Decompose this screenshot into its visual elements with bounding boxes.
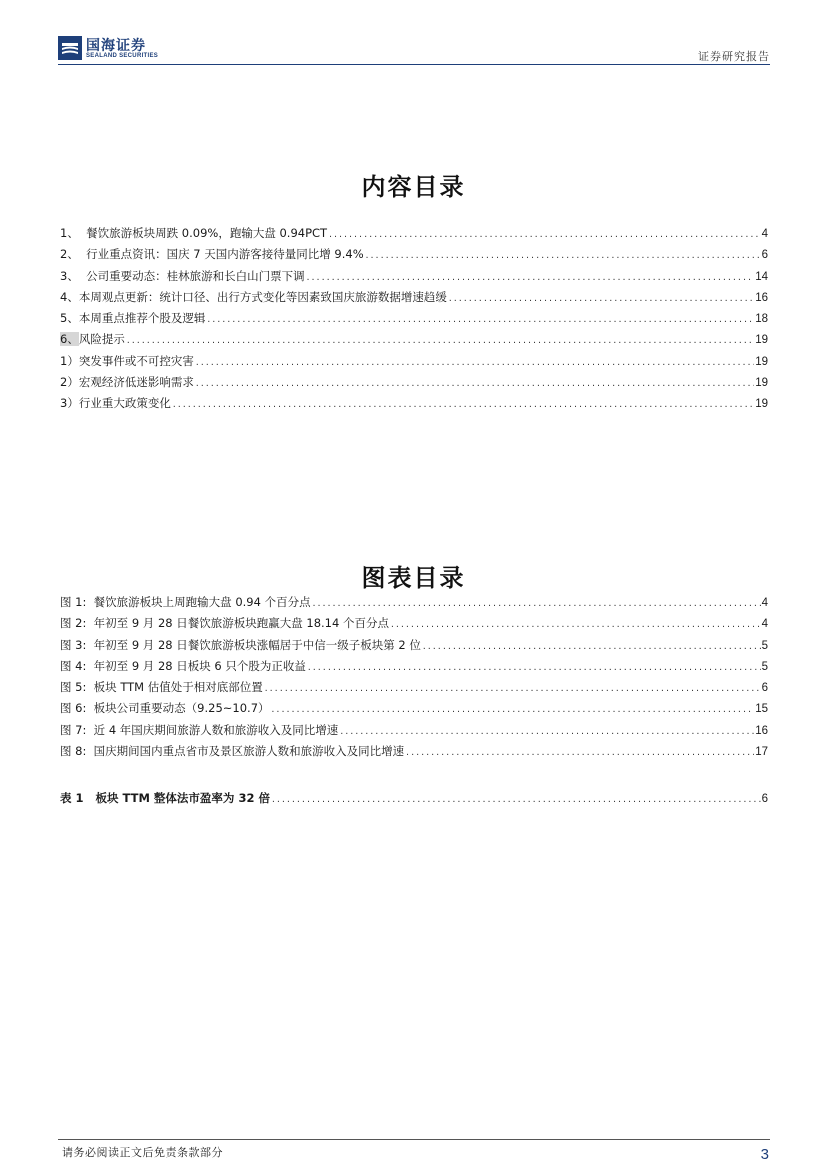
leader-dots — [422, 642, 761, 651]
figures-list — [60, 594, 768, 764]
leader-dots — [365, 251, 761, 260]
figure-entry-label: 图 7: 近 4 年国庆期间旅游人数和旅游收入及同比增速 — [60, 722, 339, 737]
figure-page-number: 4 — [761, 618, 768, 631]
toc-entry-label: 4、本周观点更新：统计口径、出行方式变化等因素致国庆旅游数据增速趋缓 — [60, 289, 447, 304]
toc-entry-label: 6、风险提示 — [60, 332, 125, 347]
toc-entry[interactable] — [60, 246, 768, 267]
figure-entry-label: 图 6: 板块公司重要动态（9.25~10.7） — [60, 701, 270, 716]
toc-entry[interactable] — [60, 374, 768, 395]
logo-chinese-name: 国海证券 — [86, 38, 146, 54]
leader-dots — [328, 230, 761, 239]
toc-entry[interactable] — [60, 310, 768, 331]
toc-page-number: 19 — [755, 334, 768, 347]
toc-entry-label: 1、 餐饮旅游板块周跌 0.09%，跑输大盘 0.94PCT — [60, 226, 328, 240]
toc-entry-label: 2）宏观经济低迷影响需求 — [60, 375, 194, 390]
toc-page-number: 19 — [755, 398, 768, 411]
figure-page-number: 5 — [761, 639, 768, 652]
leader-dots — [390, 620, 761, 629]
figure-entry[interactable] — [60, 700, 768, 721]
leader-dots — [405, 748, 754, 757]
toc-entry[interactable] — [60, 331, 768, 352]
toc-page-number: 6 — [761, 249, 768, 262]
figure-entry-label: 图 1: 餐饮旅游板块上周跑输大盘 0.94 个百分点 — [60, 595, 311, 609]
toc-page-number: 19 — [755, 355, 768, 368]
page-header — [58, 34, 770, 64]
figure-page-number: 16 — [755, 724, 768, 737]
figure-entry[interactable] — [60, 722, 768, 743]
toc-entry-label: 3、 公司重要动态：桂林旅游和长白山门票下调 — [60, 268, 305, 283]
footer-divider — [58, 1139, 770, 1140]
leader-dots — [271, 705, 755, 714]
figure-entry[interactable] — [60, 615, 768, 636]
report-type: 证券研究报告 — [698, 50, 770, 63]
disclaimer-note: 请务必阅读正文后免责条款部分 — [62, 1146, 223, 1159]
figure-entry-label: 图 5: 板块 TTM 估值处于相对底部位置 — [60, 680, 263, 695]
figure-entry[interactable] — [60, 679, 768, 700]
toc-page-number: 16 — [755, 291, 768, 304]
leader-dots — [271, 795, 761, 804]
leader-dots — [306, 273, 755, 282]
figure-entry-label: 图 2: 年初至 9 月 28 日餐饮旅游板块跑赢大盘 18.14 个百分点 — [60, 616, 389, 631]
toc-entry[interactable] — [60, 289, 768, 310]
figure-page-number: 5 — [761, 660, 768, 673]
leader-dots — [312, 599, 761, 608]
figure-entry[interactable] — [60, 743, 768, 764]
toc-page-number: 4 — [761, 228, 768, 240]
contents-list — [60, 225, 768, 417]
table-entry[interactable] — [60, 790, 768, 811]
figure-entry-label: 图 3: 年初至 9 月 28 日餐饮旅游板块涨幅居于中信一级子板块第 2 位 — [60, 637, 421, 652]
leader-dots — [195, 379, 754, 388]
toc-entry[interactable] — [60, 225, 768, 246]
toc-page-number: 19 — [755, 377, 768, 390]
toc-page-number: 18 — [755, 313, 768, 326]
figure-entry[interactable] — [60, 637, 768, 658]
leader-dots — [195, 358, 754, 367]
leader-dots — [172, 400, 754, 409]
toc-entry-label: 1）突发事件或不可控灾害 — [60, 353, 194, 368]
table-page-number: 6 — [761, 793, 768, 805]
toc-entry-label: 2、 行业重点资讯：国庆 7 天国内游客接待量同比增 9.4% — [60, 247, 364, 262]
leader-dots — [339, 727, 754, 736]
figures-title: 图表目录 — [361, 564, 466, 592]
toc-entry[interactable] — [60, 268, 768, 289]
sealand-logo-icon — [58, 36, 82, 60]
leader-dots — [206, 315, 754, 324]
figure-entry[interactable] — [60, 594, 768, 615]
contents-title: 内容目录 — [361, 173, 466, 201]
figure-page-number: 6 — [761, 682, 768, 695]
leader-dots — [126, 336, 754, 345]
leader-dots — [264, 684, 761, 693]
toc-entry-label: 5、本周重点推荐个股及逻辑 — [60, 311, 206, 326]
toc-page-number: 14 — [755, 270, 768, 283]
figure-entry-label: 图 4: 年初至 9 月 28 日板块 6 只个股为正收益 — [60, 658, 306, 673]
figure-page-number: 17 — [755, 746, 768, 759]
toc-entry-label: 3）行业重大政策变化 — [60, 396, 171, 411]
leader-dots — [307, 663, 761, 672]
header-divider — [58, 64, 770, 65]
figure-page-number: 4 — [761, 597, 768, 609]
figure-page-number: 15 — [755, 703, 768, 716]
figure-entry[interactable] — [60, 658, 768, 679]
logo-english-name: SEALAND SECURITIES — [86, 53, 159, 59]
tables-list — [60, 790, 768, 811]
toc-entry[interactable] — [60, 353, 768, 374]
toc-entry[interactable] — [60, 395, 768, 416]
leader-dots — [448, 294, 754, 303]
page-number: 3 — [760, 1146, 769, 1163]
figure-entry-label: 图 8: 国庆期间国内重点省市及景区旅游人数和旅游收入及同比增速 — [60, 744, 405, 759]
table-entry-label: 表 1 板块 TTM 整体法市盈率为 32 倍 — [60, 791, 270, 805]
